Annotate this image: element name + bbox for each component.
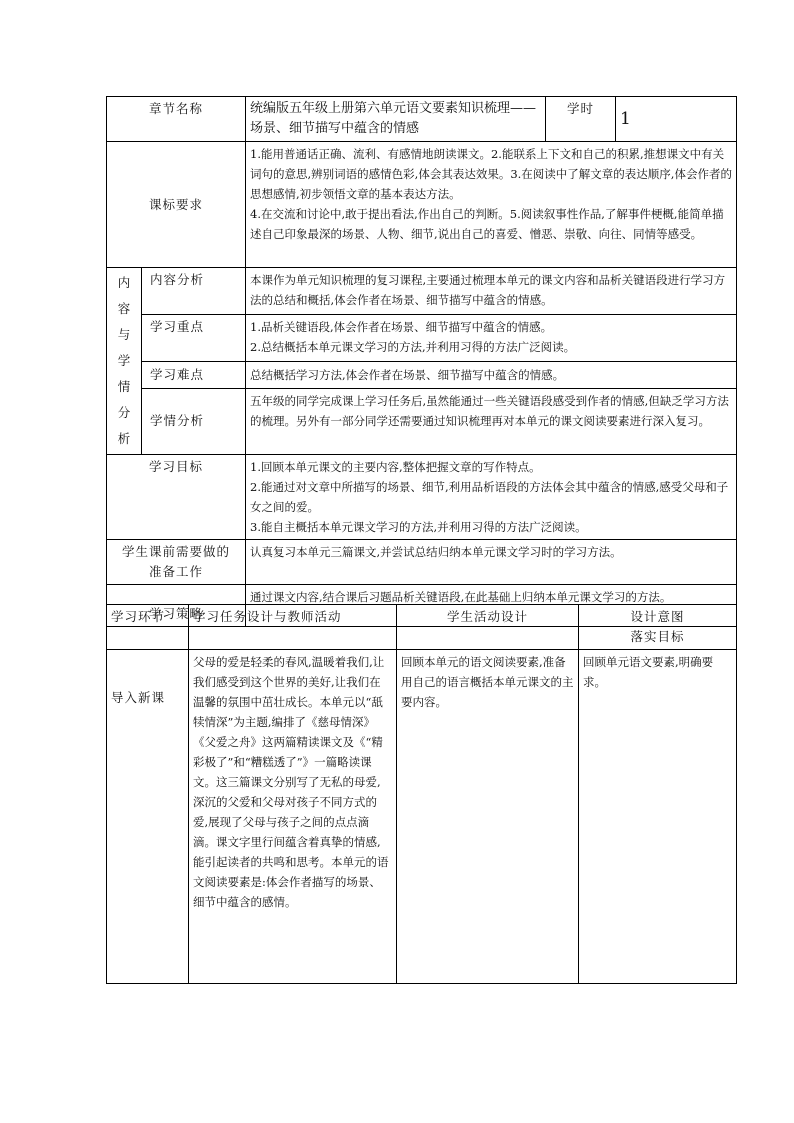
group-char: 情	[117, 379, 131, 394]
content-analysis-text: 本课作为单元知识梳理的复习课程,主要通过梳理本单元的课文内容和品析关键语段进行学习方法的总结和概括,体会作者在场景、细节描写中蕴含的情感。	[246, 268, 737, 315]
group-char: 内	[117, 275, 131, 290]
col-student-header: 学生活动设计	[397, 605, 579, 650]
group-char: 学	[117, 353, 131, 368]
objectives-label: 学习目标	[107, 455, 246, 540]
col-stage-header: 学习环节	[107, 605, 189, 650]
key-points-text	[246, 314, 737, 361]
group-char: 容	[117, 301, 131, 316]
difficulty-label: 学习难点	[142, 361, 246, 388]
objective-3: 3.能自主概括本单元课文学习的方法,并利用习得的方法广泛阅读。	[250, 520, 587, 534]
objective-2: 2.能通过对文章中所描写的场景、细节,利用品析语段的方法体会其中蕴含的情感,感受父母和子女之间的爱。	[250, 480, 729, 514]
row-intent-intro: 回顾单元语文要素,明确要求。	[579, 650, 737, 984]
curriculum-label: 课标要求	[107, 142, 246, 268]
curriculum-paragraph-2: 4.在交流和讨论中,敢于提出看法,作出自己的判断。5.阅读叙事性作品,了解事件梗概,能简单描述自己印象最深的场景、人物、细节,说出自己的喜爱、憎恶、崇敬、向往、同情等感受。	[250, 207, 724, 241]
objective-1: 1.回顾本单元课文的主要内容,整体把握文章的写作特点。	[250, 460, 541, 474]
prep-label-line-2: 准备工作	[149, 564, 204, 579]
strategy-text: 通过课文内容,结合课后习题品析关键语段,在此基础上归纳本单元课文学习的方法。	[246, 585, 737, 627]
group-char: 与	[117, 327, 131, 342]
learner-analysis-label: 学情分析	[142, 388, 246, 455]
hours-label: 学时	[546, 97, 616, 142]
chapter-title: 统编版五年级上册第六单元语文要素知识梳理——场景、细节描写中蕴含的情感	[246, 97, 546, 142]
chapter-name-label: 章节名称	[107, 97, 246, 142]
difficulty-text: 总结概括学习方法,体会作者在场景、细节描写中蕴含的情感。	[246, 361, 737, 388]
group-char: 分	[117, 405, 131, 420]
group-char: 析	[117, 431, 131, 446]
row-student-intro: 回顾本单元的语文阅读要素,准备用自己的语言概括本单元课文的主要内容。	[397, 650, 579, 984]
col-intent-header	[579, 605, 737, 650]
prep-work-label	[107, 540, 246, 585]
key-point-2: 2.总结概括本单元课文学习的方法,并利用习得的方法广泛阅读。	[250, 339, 576, 354]
hours-value: 1	[616, 97, 737, 142]
teaching-process-table	[106, 604, 737, 984]
lesson-info-table	[106, 96, 737, 627]
objectives-text	[246, 455, 737, 540]
curriculum-paragraph-1: 1.能用普通话正确、流利、有感情地朗读课文。2.能联系上下文和自己的积累,推想课文中有关词句的意思,辨别词语的感情色彩,体会其表达效果。3.在阅读中了解文章的表达顺序,体会作者的思想感情,初步领悟文章的基本表达方法。	[250, 147, 732, 201]
row-stage-intro: 导入新课	[107, 650, 189, 984]
key-point-1: 1.品析关键语段,体会作者在场景、细节描写中蕴含的情感。	[250, 319, 553, 334]
row-task-intro: 父母的爱是轻柔的春风,温暖着我们,让我们感受到这个世界的美好,让我们在温馨的氛围中茁壮成长。本单元以“舐犊情深”为主题,编排了《慈母情深》《父爱之舟》这两篇精读课文及《“精彩极了”和“糟糕透了”》一篇略读课文。这三篇课文分别写了无私的母爱,深沉的父爱和父母对孩子不同方式的爱,展现了父母与孩子之间的点点滴滴。课文字里行间蕴含着真挚的情感,能引起读者的共鸣和思考。本单元的语文阅读要素是:体会作者描写的场景、细节中蕴含的感情。	[189, 650, 397, 984]
prep-label-line-1: 学生课前需要做的	[122, 544, 231, 559]
intent-header-line-2: 落实目标	[630, 629, 685, 644]
content-analysis-group-label	[107, 268, 142, 455]
content-analysis-label: 内容分析	[142, 268, 246, 315]
curriculum-requirements	[246, 142, 737, 268]
prep-work-text: 认真复习本单元三篇课文,并尝试总结归纳本单元课文学习时的学习方法。	[246, 540, 737, 585]
strategy-label: 学习策略	[107, 585, 246, 627]
col-task-header: 学习任务设计与教师活动	[189, 605, 397, 650]
learner-analysis-text: 五年级的同学完成课上学习任务后,虽然能通过一些关键语段感受到作者的情感,但缺乏学习方法的梳理。另外有一部分同学还需要通过知识梳理再对本单元的课文阅读要素进行深入复习。	[246, 388, 737, 455]
intent-header-line-1: 设计意图	[630, 609, 685, 624]
key-points-label: 学习重点	[142, 314, 246, 361]
